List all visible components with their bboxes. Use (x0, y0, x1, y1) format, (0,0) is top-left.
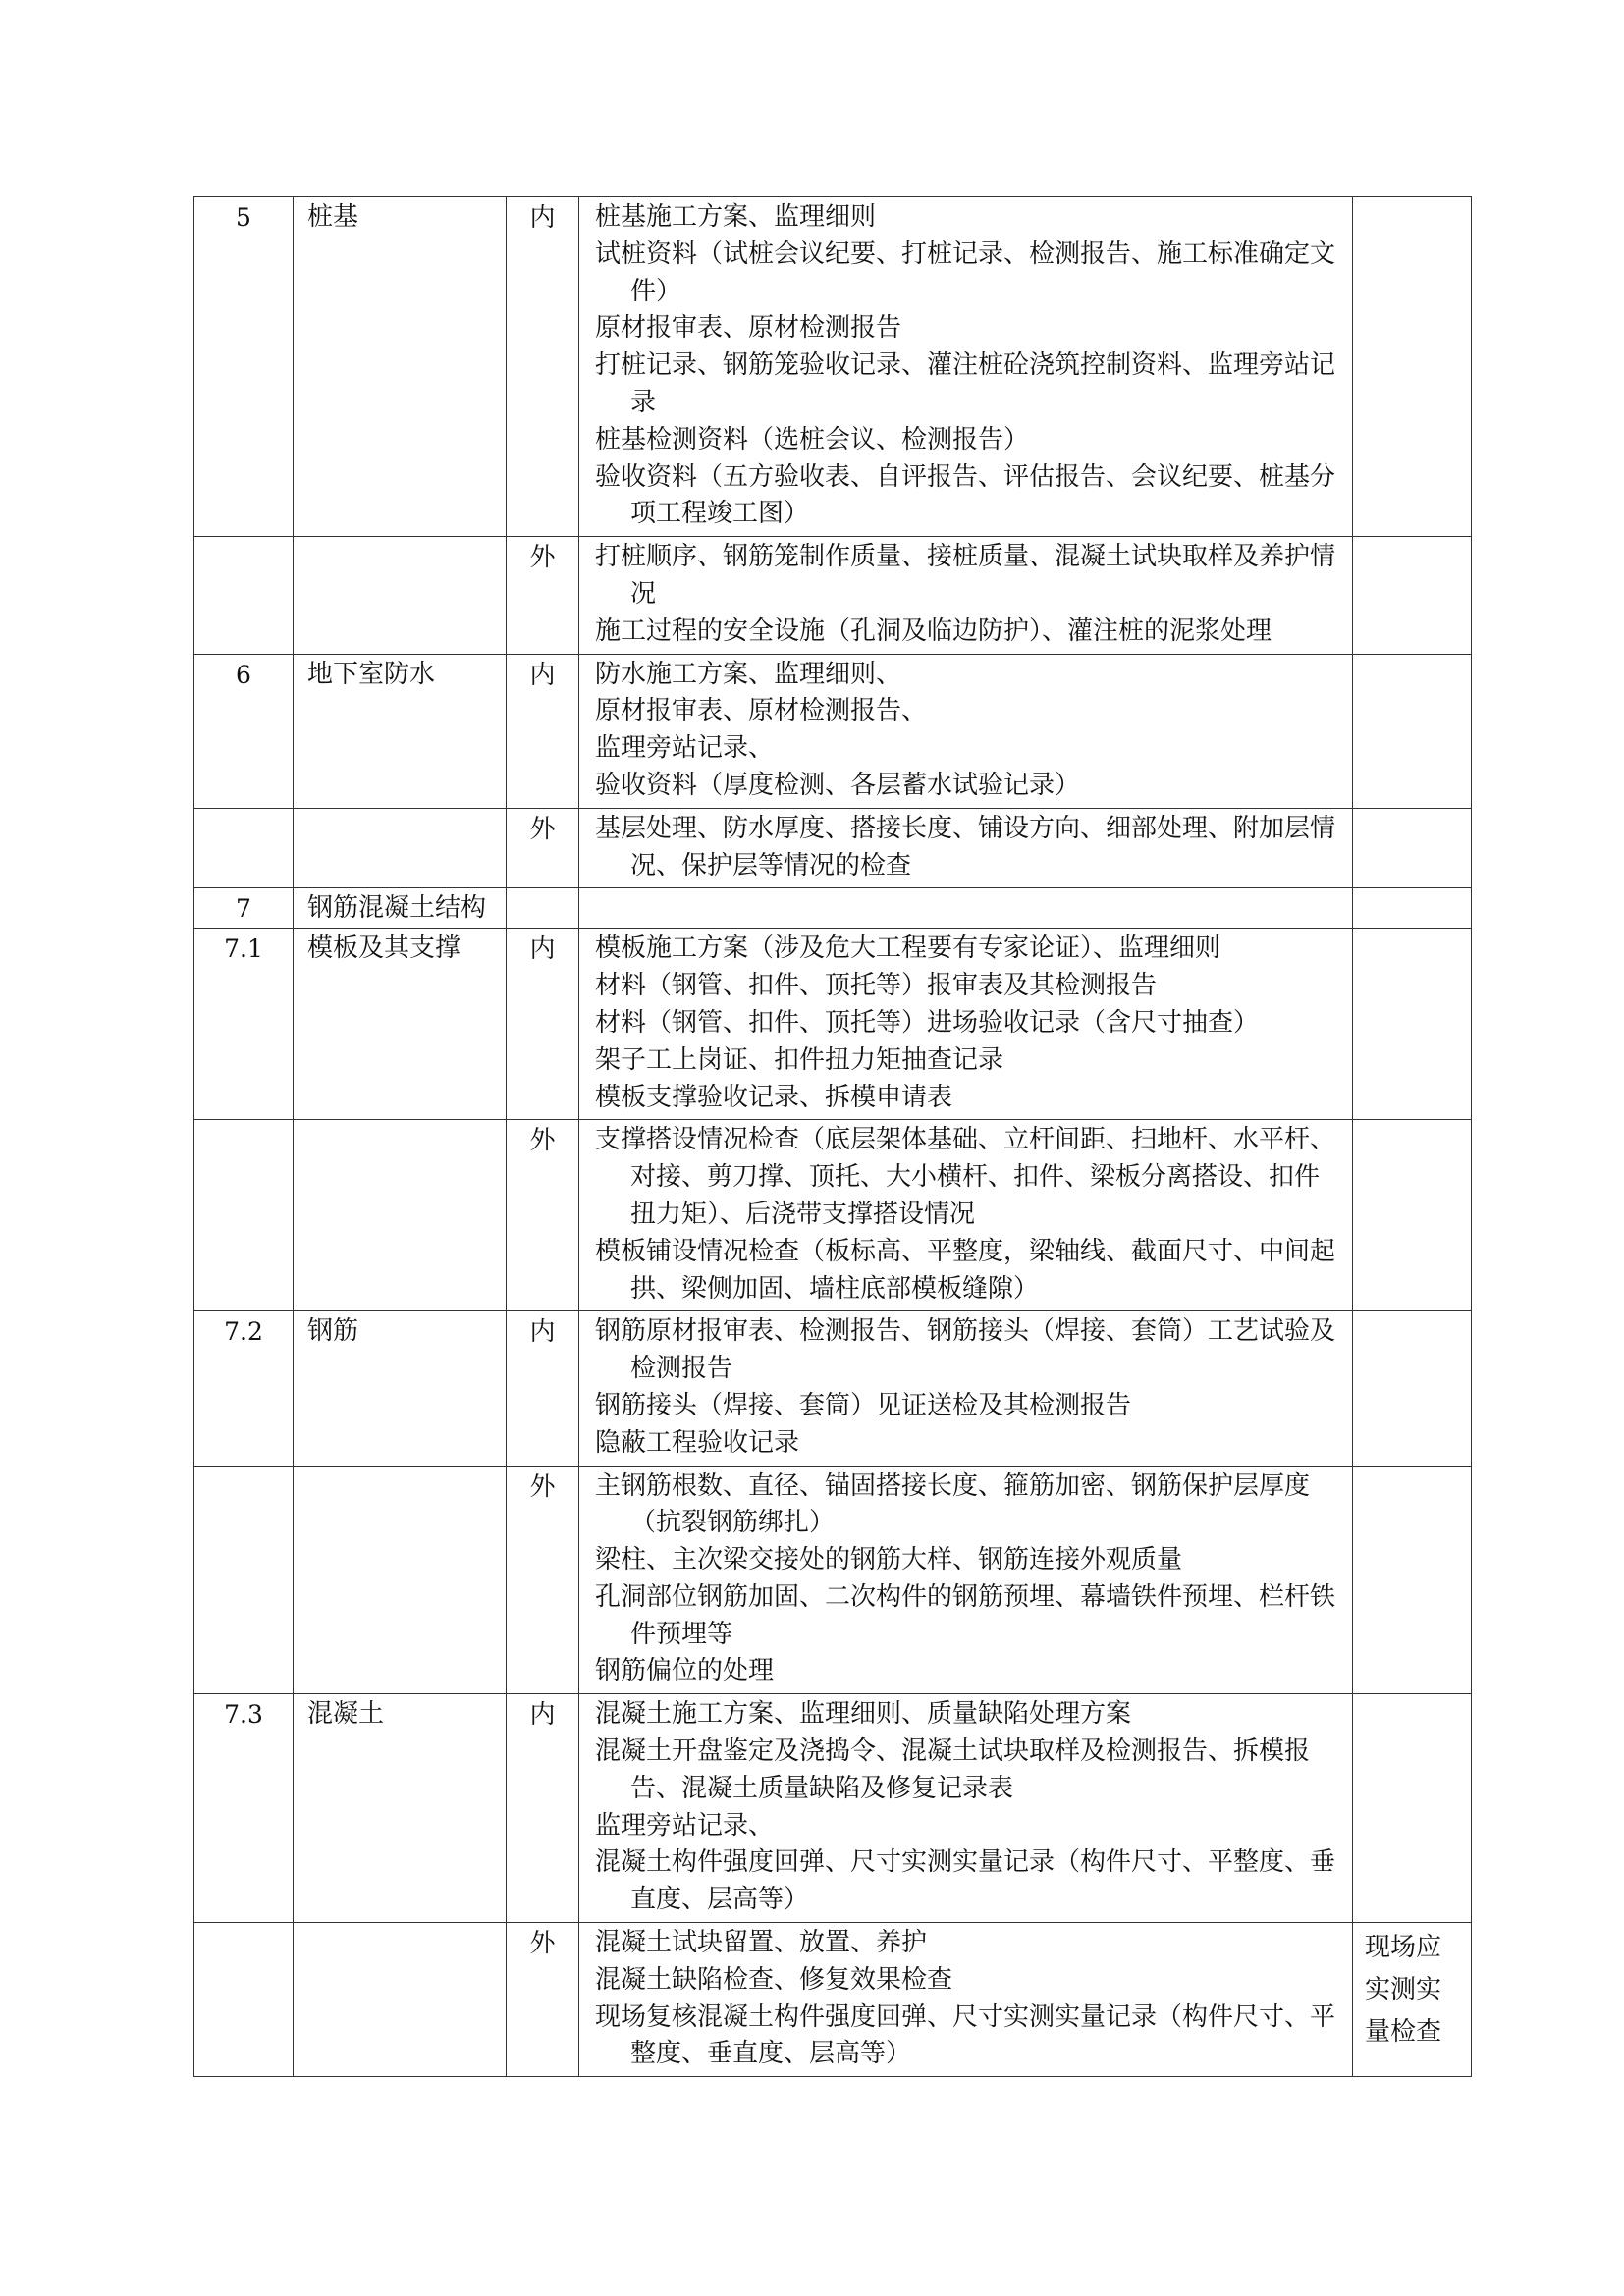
content-line: 模板施工方案（涉及危大工程要有专家论证）、监理细则 (595, 934, 1221, 964)
item-number-cell (194, 1466, 294, 1694)
content-cell (579, 888, 1353, 929)
content-line: 原材报审表、原材检测报告、 (595, 696, 928, 726)
inner-outer-cell: 内 (507, 929, 579, 1120)
item-name-cell (294, 1923, 507, 2077)
content-line: 主钢筋根数、直径、锚固搭接长度、箍筋加密、钢筋保护层厚度（抗裂钢筋绑扎） (595, 1470, 1311, 1538)
table-row (194, 929, 1472, 1120)
table-row (194, 1120, 1472, 1311)
content-line: 桩基检测资料（选桩会议、检测报告） (595, 424, 1030, 454)
content-line: 模板支撑验收记录、拆模申请表 (595, 1082, 953, 1112)
content-line: 施工过程的安全设施（孔洞及临边防护）、灌注桩的泥浆处理 (595, 615, 1272, 646)
content-line: 钢筋接头（焊接、套筒）见证送检及其检测报告 (595, 1390, 1132, 1420)
item-number-cell (194, 1120, 294, 1311)
content-line: 混凝土施工方案、监理细则、质量缺陷处理方案 (595, 1699, 1132, 1730)
item-name-cell (294, 808, 507, 888)
content-line: 混凝土试块留置、放置、养护 (595, 1928, 928, 1958)
remark-cell (1353, 1311, 1472, 1466)
table-row (194, 1694, 1472, 1923)
content-line: 监理旁站记录、 (595, 733, 775, 764)
content-line: 支撑搭设情况检查（底层架体基础、立杆间距、扫地杆、水平杆、对接、剪刀撑、顶托、大小横杆、扣件、梁板分离搭设、扣件扭力矩）、后浇带支撑搭设情况 (595, 1125, 1336, 1229)
content-line: 试桩资料（试桩会议纪要、打桩记录、检测报告、施工标准确定文件） (595, 239, 1336, 306)
remark-cell (1353, 537, 1472, 654)
content-line: 打桩记录、钢筋笼验收记录、灌注桩砼浇筑控制资料、监理旁站记录 (595, 350, 1336, 417)
table-row (194, 1466, 1472, 1694)
remark-cell (1353, 888, 1472, 929)
content-cell (579, 1694, 1353, 1923)
content-line: 模板铺设情况检查（板标高、平整度，梁轴线、截面尺寸、中间起拱、梁侧加固、墙柱底部模板缝隙） (595, 1236, 1336, 1304)
item-number-cell: 7.1 (194, 929, 294, 1120)
content-line: 验收资料（厚度检测、各层蓄水试验记录） (595, 770, 1081, 800)
inner-outer-cell (507, 888, 579, 929)
content-line: 现场复核混凝土构件强度回弹、尺寸实测实量记录（构件尺寸、平整度、垂直度、层高等） (595, 2002, 1336, 2069)
item-number-cell: 7.2 (194, 1311, 294, 1466)
content-line: 梁柱、主次梁交接处的钢筋大样、钢筋连接外观质量 (595, 1545, 1183, 1575)
content-line: 桩基施工方案、监理细则 (595, 202, 877, 232)
content-cell (579, 929, 1353, 1120)
table-row (194, 537, 1472, 654)
content-cell (579, 1923, 1353, 2077)
table-row (194, 808, 1472, 888)
content-cell (579, 1120, 1353, 1311)
item-name-cell: 混凝土 (294, 1694, 507, 1923)
item-name-cell: 钢筋 (294, 1311, 507, 1466)
table-row (194, 197, 1472, 537)
content-line: 打桩顺序、钢筋笼制作质量、接桩质量、混凝土试块取样及养护情况 (595, 542, 1336, 609)
table-row (194, 888, 1472, 929)
content-line: 架子工上岗证、扣件扭力矩抽查记录 (595, 1044, 1004, 1075)
content-line: 原材报审表、原材检测报告 (595, 313, 902, 344)
inner-outer-cell: 内 (507, 1311, 579, 1466)
content-line: 监理旁站记录、 (595, 1810, 775, 1841)
content-cell (579, 808, 1353, 888)
item-number-cell: 6 (194, 654, 294, 808)
remark-cell (1353, 1466, 1472, 1694)
content-cell (579, 197, 1353, 537)
inner-outer-cell: 内 (507, 654, 579, 808)
item-name-cell (294, 537, 507, 654)
content-cell (579, 537, 1353, 654)
table-row (194, 1923, 1472, 2077)
content-line: 混凝土缺陷检查、修复效果检查 (595, 1964, 953, 1995)
item-name-cell: 桩基 (294, 197, 507, 537)
table-row (194, 1311, 1472, 1466)
content-line: 基层处理、防水厚度、搭接长度、铺设方向、细部处理、附加层情况、保护层等情况的检查 (595, 813, 1336, 881)
item-number-cell (194, 808, 294, 888)
item-name-cell: 地下室防水 (294, 654, 507, 808)
remark-cell (1353, 197, 1472, 537)
item-name-cell (294, 1120, 507, 1311)
content-line: 防水施工方案、监理细则、 (595, 659, 902, 689)
item-number-cell: 5 (194, 197, 294, 537)
inner-outer-cell: 外 (507, 1120, 579, 1311)
content-line: 混凝土开盘鉴定及浇捣令、混凝土试块取样及检测报告、拆模报告、混凝土质量缺陷及修复记录表 (595, 1736, 1311, 1803)
content-line: 验收资料（五方验收表、自评报告、评估报告、会议纪要、桩基分项工程竣工图） (595, 461, 1336, 529)
item-name-cell: 模板及其支撑 (294, 929, 507, 1120)
inspection-table (193, 196, 1472, 2077)
remark-cell (1353, 929, 1472, 1120)
inner-outer-cell: 外 (507, 537, 579, 654)
inner-outer-cell: 内 (507, 1694, 579, 1923)
item-name-cell: 钢筋混凝土结构 (294, 888, 507, 929)
table-body (194, 197, 1472, 2077)
content-line: 钢筋偏位的处理 (595, 1656, 775, 1686)
inner-outer-cell: 外 (507, 808, 579, 888)
table-row (194, 654, 1472, 808)
item-number-cell (194, 537, 294, 654)
inner-outer-cell: 外 (507, 1466, 579, 1694)
content-line: 材料（钢管、扣件、顶托等）进场验收记录（含尺寸抽查） (595, 1007, 1260, 1038)
remark-cell (1353, 1694, 1472, 1923)
item-number-cell: 7.3 (194, 1694, 294, 1923)
content-cell (579, 1311, 1353, 1466)
content-cell (579, 1466, 1353, 1694)
remark-cell (1353, 654, 1472, 808)
remark-cell (1353, 808, 1472, 888)
item-name-cell (294, 1466, 507, 1694)
remark-cell (1353, 1120, 1472, 1311)
content-line: 钢筋原材报审表、检测报告、钢筋接头（焊接、套筒）工艺试验及检测报告 (595, 1316, 1336, 1384)
inner-outer-cell: 外 (507, 1923, 579, 2077)
content-line: 材料（钢管、扣件、顶托等）报审表及其检测报告 (595, 971, 1158, 1001)
item-number-cell (194, 1923, 294, 2077)
item-number-cell: 7 (194, 888, 294, 929)
content-cell (579, 654, 1353, 808)
content-line: 混凝土构件强度回弹、尺寸实测实量记录（构件尺寸、平整度、垂直度、层高等） (595, 1847, 1336, 1915)
inner-outer-cell: 内 (507, 197, 579, 537)
content-line: 孔洞部位钢筋加固、二次构件的钢筋预埋、幕墙铁件预埋、栏杆铁件预埋等 (595, 1581, 1336, 1649)
remark-cell: 现场应实测实量检查 (1353, 1923, 1472, 2077)
content-line: 隐蔽工程验收记录 (595, 1427, 800, 1458)
